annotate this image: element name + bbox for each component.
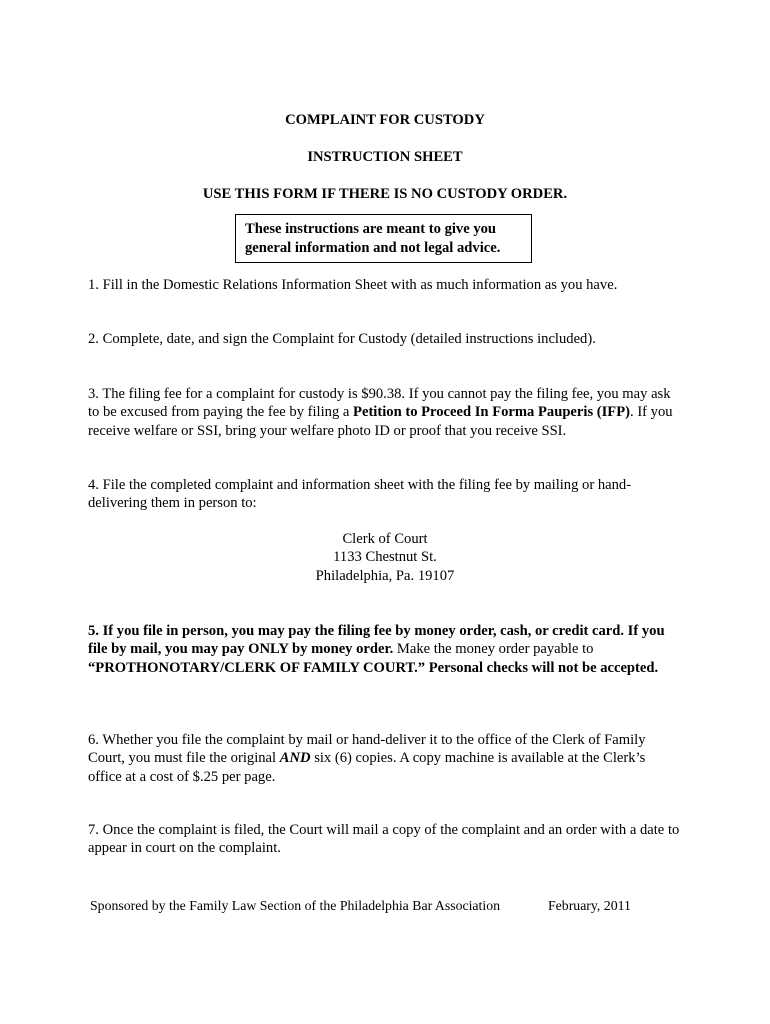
step-3 [88, 385, 682, 440]
address-line-3: Philadelphia, Pa. 19107 [315, 567, 455, 584]
step-1: 1. Fill in the Domestic Relations Information Sheet with as much information as you have. [88, 277, 618, 293]
step-5-payee: “PROTHONOTARY/CLERK OF FAMILY COURT.” Personal checks will not be accepted. [88, 659, 659, 676]
clerk-address [0, 530, 770, 585]
disclaimer-line-2: general information and not legal advice. [245, 239, 501, 256]
disclaimer-box [235, 214, 532, 263]
footer-sponsor: Sponsored by the Family Law Section of the Philadelphia Bar Association [90, 898, 501, 913]
step-6 [88, 731, 682, 786]
step-5-payable-text: Make the money order payable to [393, 641, 594, 658]
footer-date: February, 2011 [548, 898, 631, 913]
step-5-payment-rules: If you file in person, you may pay the filing fee by money order, cash, or credit card. If you file by mail, you may pay ONLY by money order. [88, 623, 665, 658]
step-3-text-a: 3. The filing fee for a complaint for custody is $90.38. If you cannot pay the filing fee, you may ask to be excused from paying the fee by filing a [88, 386, 671, 421]
disclaimer-line-1: These instructions are meant to give you [245, 221, 497, 237]
step-5-number: 5. [88, 623, 103, 639]
step-5 [88, 622, 682, 677]
step-6-emphasis: AND [279, 750, 311, 767]
step-2: 2. Complete, date, and sign the Complaint for Custody (detailed instructions included). [88, 331, 596, 347]
step-4: 4. File the completed complaint and information sheet with the filing fee by mailing or hand-delivering them in person to: [88, 477, 632, 512]
document-title: COMPLAINT FOR CUSTODY [285, 112, 485, 128]
address-line-2: 1133 Chestnut St. [333, 549, 437, 566]
step-6-text-b: six (6) copies. A copy machine is available at the Clerk’s office at a cost of $.25 per page. [88, 750, 646, 785]
ifp-petition-name: Petition to Proceed In Forma Pauperis (IFP) [353, 404, 631, 421]
step-7: 7. Once the complaint is filed, the Court will mail a copy of the complaint and an order with a date to appear in court on the complaint. [88, 822, 680, 857]
document-subtitle: INSTRUCTION SHEET [307, 149, 463, 165]
usage-notice: USE THIS FORM IF THERE IS NO CUSTODY ORDER. [202, 186, 568, 202]
step-6-text-a: 6. Whether you file the complaint by mail or hand-deliver it to the office of the Clerk of Family Court, you must file the original [88, 732, 646, 767]
address-line-1: Clerk of Court [342, 531, 428, 547]
step-3-text-b: . If you receive welfare or SSI, bring your welfare photo ID or proof that you receive SSI. [88, 404, 673, 439]
